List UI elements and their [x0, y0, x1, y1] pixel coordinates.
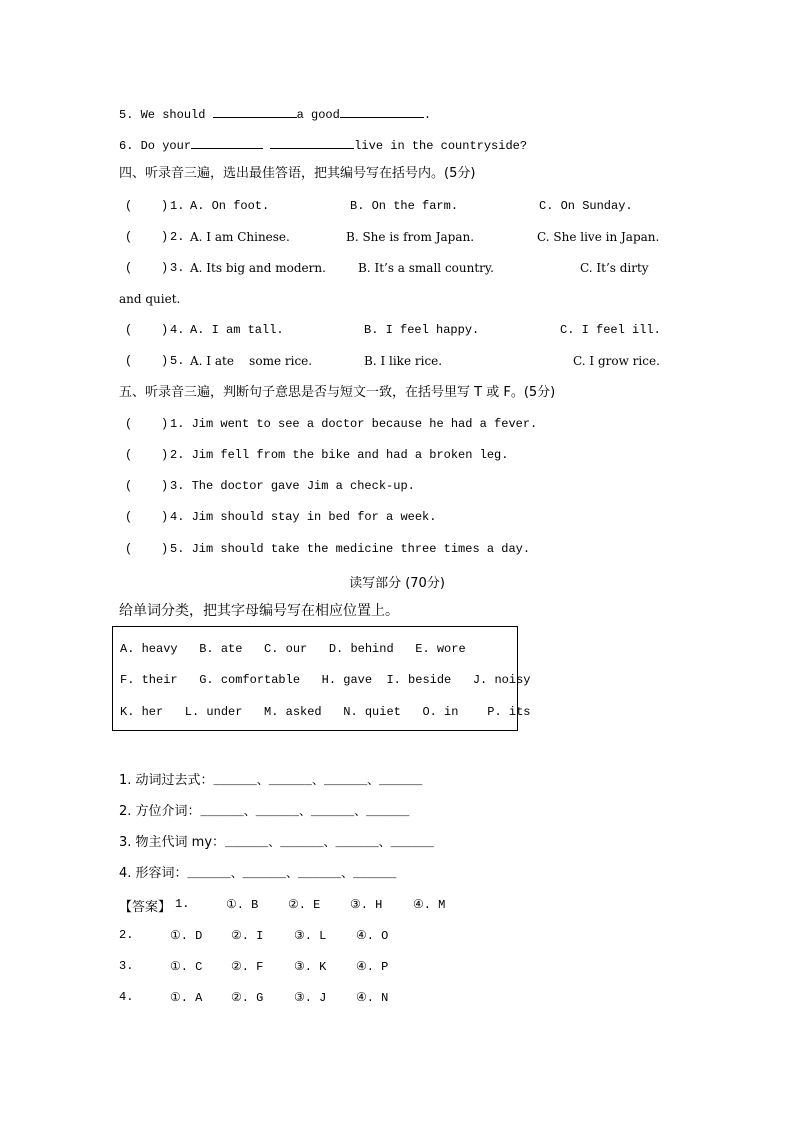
category-label: 3. 物主代词 my：: [119, 835, 226, 850]
option-b: B. On the farm.: [350, 199, 459, 213]
category-2: [119, 803, 409, 820]
option-c: C. On Sunday.: [539, 199, 633, 213]
category-blanks[interactable]: ______、______、______、______: [225, 836, 434, 850]
item-number: 3.: [170, 261, 185, 275]
answer-paren[interactable]: ( ): [125, 417, 169, 431]
answer-blank[interactable]: [213, 106, 297, 118]
question-number: 5.: [119, 108, 134, 122]
category-3: [119, 834, 434, 851]
option-c-continued: and quiet.: [119, 292, 181, 306]
answer-paren[interactable]: ( ): [125, 479, 169, 493]
item-number: 5.: [170, 354, 185, 368]
statement: 2. Jim fell from the bike and had a broken leg.: [170, 448, 509, 462]
section-5-heading: 五、听录音三遍，判断句子意思是否与短文一致，在括号里写 T 或 F。(5分): [119, 385, 556, 400]
category-label: 4. 形容词：: [119, 866, 188, 881]
answer-item: ①. C: [170, 960, 203, 974]
answer-blank[interactable]: [191, 137, 263, 149]
question-text: Do your: [140, 139, 192, 153]
option-b: B. She is from Japan.: [346, 230, 475, 244]
answer-item: ①. A: [170, 991, 203, 1005]
option-b: B. I feel happy.: [364, 323, 480, 337]
answer-paren[interactable]: ( ): [125, 510, 169, 524]
question-text: We should: [140, 108, 213, 122]
answer-item: ④. O: [356, 929, 389, 943]
statement: 1. Jim went to see a doctor because he had a fever.: [170, 417, 538, 431]
option-c: C. I grow rice.: [573, 354, 660, 368]
answer-row-number: 3.: [119, 959, 134, 973]
answer-blank[interactable]: [270, 137, 354, 149]
answer-item: ②. E: [288, 898, 321, 912]
answer-item: ②. G: [231, 991, 264, 1005]
answer-item: ③. L: [294, 929, 327, 943]
option-a: A. I ate some rice.: [190, 354, 313, 368]
answer-item: ④. M: [413, 898, 446, 912]
section-4-heading: 四、听录音三遍，选出最佳答语，把其编号写在括号内。(5分): [119, 166, 476, 181]
option-a: A. I am Chinese.: [190, 230, 290, 244]
item-number: 2.: [170, 230, 185, 244]
answer-paren[interactable]: ( ): [125, 199, 169, 213]
answer-paren[interactable]: ( ): [125, 323, 169, 337]
option-c: C. I feel ill.: [560, 323, 661, 337]
answer-item: ③. K: [294, 960, 327, 974]
answer-paren[interactable]: ( ): [125, 542, 169, 556]
item-number: 4.: [170, 323, 185, 337]
item-number: 1.: [170, 199, 185, 213]
answer-item: ③. H: [350, 898, 383, 912]
option-a: A. I am tall.: [190, 323, 284, 337]
answer-item: ②. F: [231, 960, 264, 974]
statement: 4. Jim should stay in bed for a week.: [170, 510, 437, 524]
classify-instruction: 给单词分类，把其字母编号写在相应位置上。: [119, 603, 399, 619]
option-c: C. She live in Japan.: [537, 230, 660, 244]
answer-item: ④. N: [356, 991, 389, 1005]
statement: 5. Jim should take the medicine three times a day.: [170, 542, 531, 556]
option-c: C. It’s dirty: [580, 261, 649, 275]
answer-item: ①. B: [226, 898, 259, 912]
question-5: [119, 106, 431, 123]
option-b: B. I like rice.: [364, 354, 443, 368]
answer-item: ①. D: [170, 929, 203, 943]
question-6: [119, 137, 527, 154]
answer-item: ③. J: [294, 991, 327, 1005]
option-a: A. On foot.: [190, 199, 270, 213]
answer-paren[interactable]: ( ): [125, 261, 169, 275]
word-row: F. their G. comfortable H. gave I. beside J. noisy: [120, 673, 531, 687]
statement: 3. The doctor gave Jim a check-up.: [170, 479, 415, 493]
answer-item: ④. P: [356, 960, 389, 974]
word-box: [112, 626, 531, 731]
answer-paren[interactable]: ( ): [125, 230, 169, 244]
reading-writing-title: 读写部分 (70分): [349, 576, 445, 591]
category-blanks[interactable]: ______、______、______、______: [187, 867, 397, 881]
answer-item: ②. I: [231, 929, 264, 943]
category-blanks[interactable]: ______、______、______、______: [200, 805, 410, 819]
question-text: live in the countryside?: [354, 139, 528, 153]
question-text: .: [423, 108, 432, 122]
category-label: 2. 方位介词：: [119, 804, 201, 819]
option-a: A. Its big and modern.: [190, 261, 326, 275]
question-number: 6.: [119, 139, 134, 153]
option-b: B. It’s a small country.: [358, 261, 494, 275]
answer-row-number: 2.: [119, 928, 134, 942]
category-4: [119, 865, 396, 882]
answer-paren[interactable]: ( ): [125, 354, 169, 368]
answer-tag: 【答案】: [119, 900, 172, 915]
category-1: [119, 772, 422, 789]
answer-row-number: 1.: [175, 897, 190, 911]
answer-paren[interactable]: ( ): [125, 448, 169, 462]
word-row: A. heavy B. ate C. our D. behind E. wore: [120, 642, 466, 656]
category-blanks[interactable]: ______、______、______、______: [213, 774, 423, 788]
answer-row-number: 4.: [119, 990, 134, 1004]
answer-blank[interactable]: [340, 106, 424, 118]
question-text: a good: [296, 108, 340, 122]
category-label: 1. 动词过去式：: [119, 773, 214, 788]
word-row: K. her L. under M. asked N. quiet O. in P. its: [120, 705, 531, 719]
